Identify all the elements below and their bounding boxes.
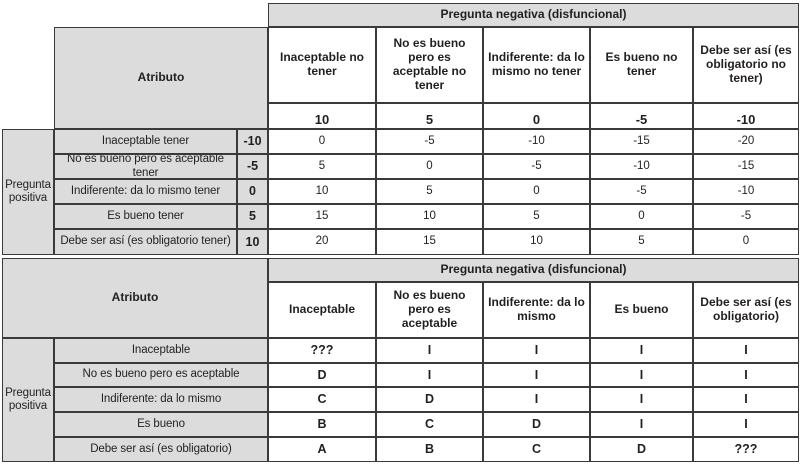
t1-cell: -15 <box>590 129 693 154</box>
t2-row-label: Inaceptable <box>54 338 268 363</box>
t2-row-label: Es bueno <box>54 412 268 437</box>
t2-col-header-2: No es bueno pero es aceptable <box>376 282 483 338</box>
t2-cell: ??? <box>693 437 799 462</box>
t1-negative-question-header: Pregunta negativa (disfuncional) <box>268 3 799 27</box>
t1-cell: 10 <box>268 179 376 204</box>
t2-cell: I <box>483 338 590 363</box>
t2-cell: I <box>590 363 693 387</box>
t2-cell: I <box>693 363 799 387</box>
t1-col-value-3: 0 <box>483 103 590 129</box>
t2-cell: I <box>693 387 799 412</box>
t1-cell: -20 <box>693 129 799 154</box>
t2-positive-question-label: Pregunta positiva <box>2 338 54 462</box>
t2-cell: D <box>590 437 693 462</box>
t2-cell: I <box>590 387 693 412</box>
t2-cell: B <box>376 437 483 462</box>
t1-col-header-4: Es bueno no tener <box>590 27 693 103</box>
t1-cell: -10 <box>483 129 590 154</box>
t1-cell: 10 <box>376 204 483 229</box>
t1-cell: 0 <box>268 129 376 154</box>
t1-row-label: Inaceptable tener <box>54 129 237 154</box>
t1-cell: 5 <box>376 179 483 204</box>
t1-cell: 15 <box>376 229 483 255</box>
t1-cell: 0 <box>483 179 590 204</box>
t2-col-header-1: Inaceptable <box>268 282 376 338</box>
t2-cell: I <box>693 338 799 363</box>
t1-row-label: Debe ser así (es obligatorio tener) <box>54 229 237 255</box>
t1-cell: 15 <box>268 204 376 229</box>
t1-col-header-2: No es bueno pero es aceptable no tener <box>376 27 483 103</box>
t2-cell: D <box>483 412 590 437</box>
t1-cell: -15 <box>693 154 799 179</box>
t1-cell: -5 <box>590 179 693 204</box>
t2-cell: C <box>483 437 590 462</box>
t2-cell: C <box>376 412 483 437</box>
t1-col-header-5: Debe ser así (es obligatorio no tener) <box>693 27 799 103</box>
t1-col-header-1: Inaceptable no tener <box>268 27 376 103</box>
t1-row-value: 10 <box>237 229 268 255</box>
t1-cell: 5 <box>268 154 376 179</box>
t1-attribute-header: Atributo <box>54 27 268 129</box>
t1-row-value: 0 <box>237 179 268 204</box>
t1-cell: 0 <box>590 204 693 229</box>
t1-cell: 5 <box>483 204 590 229</box>
t2-col-header-3: Indiferente: da lo mismo <box>483 282 590 338</box>
t2-cell: I <box>376 363 483 387</box>
t1-cell: 0 <box>376 154 483 179</box>
t2-col-header-5: Debe ser así (es obligatorio) <box>693 282 799 338</box>
t2-cell: B <box>268 412 376 437</box>
t1-row-label: Es bueno tener <box>54 204 237 229</box>
t2-cell: D <box>268 363 376 387</box>
t2-cell: I <box>590 338 693 363</box>
t2-cell: I <box>483 387 590 412</box>
t1-cell: -5 <box>483 154 590 179</box>
t2-cell: A <box>268 437 376 462</box>
t1-col-value-1: 10 <box>268 103 376 129</box>
t2-cell: I <box>376 338 483 363</box>
t1-cell: -5 <box>376 129 483 154</box>
t1-col-value-4: -5 <box>590 103 693 129</box>
t1-row-value: -10 <box>237 129 268 154</box>
t2-row-label: No es bueno pero es aceptable <box>54 363 268 387</box>
t1-positive-question-label: Pregunta positiva <box>2 129 54 255</box>
t1-col-value-5: -10 <box>693 103 799 129</box>
t2-cell: ??? <box>268 338 376 363</box>
t1-row-label: No es bueno pero es aceptable tener <box>54 154 237 179</box>
t1-cell: 5 <box>590 229 693 255</box>
t2-cell: I <box>590 412 693 437</box>
t2-negative-question-header: Pregunta negativa (disfuncional) <box>268 258 799 282</box>
t1-cell: -5 <box>693 204 799 229</box>
t1-cell: -10 <box>693 179 799 204</box>
t2-col-header-4: Es bueno <box>590 282 693 338</box>
t1-cell: 10 <box>483 229 590 255</box>
t1-row-value: 5 <box>237 204 268 229</box>
t2-row-label: Debe ser así (es obligatorio) <box>54 437 268 462</box>
t1-row-label: Indiferente: da lo mismo tener <box>54 179 237 204</box>
t2-attribute-header: Atributo <box>2 258 268 338</box>
t2-cell: I <box>693 412 799 437</box>
t2-cell: D <box>376 387 483 412</box>
t2-cell: I <box>483 363 590 387</box>
t2-row-label: Indiferente: da lo mismo <box>54 387 268 412</box>
t1-cell: -10 <box>590 154 693 179</box>
t2-cell: C <box>268 387 376 412</box>
t1-col-value-2: 5 <box>376 103 483 129</box>
t1-col-header-3: Indiferente: da lo mismo no tener <box>483 27 590 103</box>
t1-cell: 0 <box>693 229 799 255</box>
t1-cell: 20 <box>268 229 376 255</box>
t1-row-value: -5 <box>237 154 268 179</box>
